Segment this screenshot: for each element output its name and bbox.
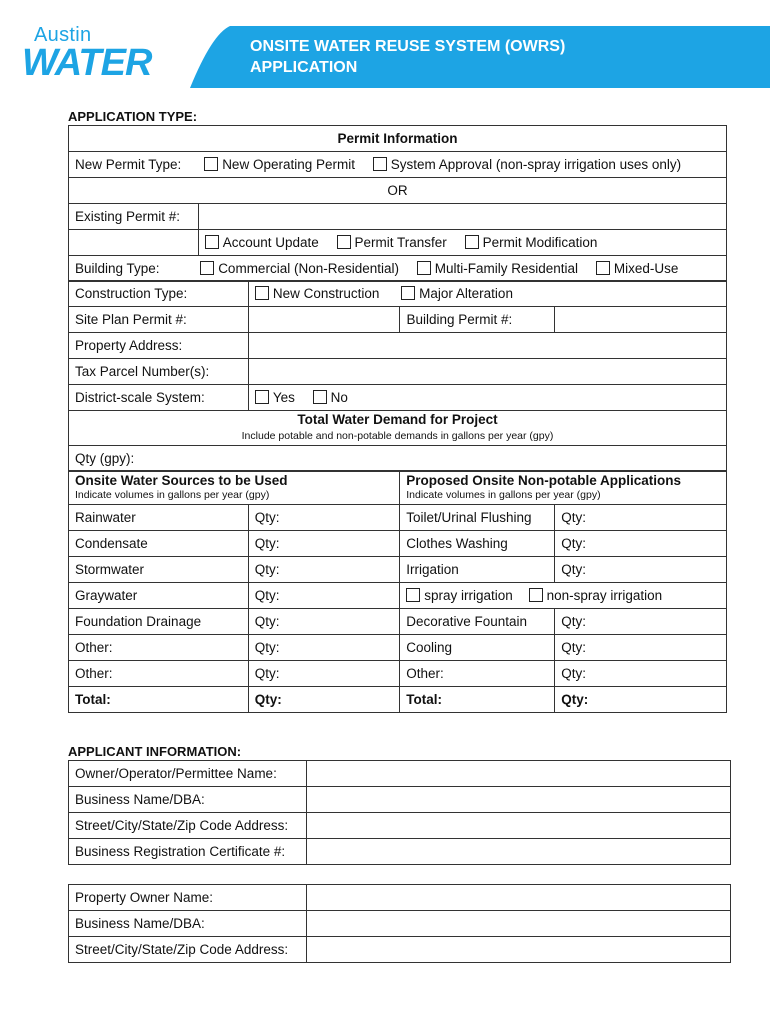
existing-permit-input[interactable] <box>198 204 726 230</box>
applications-total-qty[interactable]: Qty: <box>555 687 727 713</box>
sources-total-qty[interactable]: Qty: <box>248 687 399 713</box>
austin-water-logo <box>22 24 182 86</box>
checkbox[interactable] <box>205 235 219 249</box>
app-qty[interactable]: Qty: <box>555 557 727 583</box>
checkbox[interactable] <box>417 261 431 275</box>
site-info-table <box>68 280 727 471</box>
building-permit-label: Building Permit #: <box>400 307 555 333</box>
street-address-label: Street/City/State/Zip Code Address: <box>69 813 307 839</box>
owner-operator-input[interactable] <box>306 761 730 787</box>
checkbox[interactable] <box>406 588 420 602</box>
major-alteration-label: Major Alteration <box>419 286 513 301</box>
source-rainwater: Rainwater <box>69 505 249 531</box>
street-address-input[interactable] <box>306 813 730 839</box>
new-permit-type-options <box>198 152 726 178</box>
source-foundation-drainage: Foundation Drainage <box>69 609 249 635</box>
system-approval-label: System Approval (non-spray irrigation uses only) <box>390 157 682 172</box>
district-scale-options <box>248 385 726 411</box>
sources-total-label: Total: <box>69 687 249 713</box>
property-owner-input[interactable] <box>306 885 730 911</box>
new-operating-permit-label: New Operating Permit <box>222 157 355 172</box>
source-other: Other: <box>69 661 249 687</box>
tax-parcel-input[interactable] <box>248 359 726 385</box>
title-banner <box>190 26 770 88</box>
system-approval-option[interactable] <box>373 157 681 172</box>
app-qty[interactable]: Qty: <box>555 531 727 557</box>
logo-austin-text: Austin <box>34 24 92 46</box>
no-option[interactable] <box>313 390 348 405</box>
checkbox[interactable] <box>255 390 269 404</box>
business-name-input[interactable] <box>306 911 730 937</box>
applications-total-label: Total: <box>400 687 555 713</box>
construction-type-options <box>248 281 726 307</box>
source-qty[interactable]: Qty: <box>248 505 399 531</box>
business-name-label: Business Name/DBA: <box>69 911 307 937</box>
property-owner-label: Property Owner Name: <box>69 885 307 911</box>
logo-water-text: WATER <box>22 42 152 84</box>
app-qty[interactable]: Qty: <box>555 505 727 531</box>
site-plan-label: Site Plan Permit #: <box>69 307 249 333</box>
multi-family-label: Multi-Family Residential <box>434 261 579 276</box>
new-operating-permit-option[interactable] <box>204 157 355 172</box>
account-update-option[interactable] <box>205 235 319 250</box>
source-other: Other: <box>69 635 249 661</box>
total-demand-heading: Total Water Demand for Project <box>297 412 498 427</box>
form-title-line2: APPLICATION <box>250 59 358 76</box>
irrigation-type-options <box>400 583 727 609</box>
building-type-options <box>198 256 726 282</box>
checkbox[interactable] <box>337 235 351 249</box>
new-construction-option[interactable] <box>255 286 380 301</box>
no-label: No <box>330 390 348 405</box>
checkbox[interactable] <box>313 390 327 404</box>
permit-transfer-label: Permit Transfer <box>354 235 447 250</box>
qty-gpy-field[interactable] <box>69 446 727 471</box>
applications-note: Indicate volumes in gallons per year (gpy) <box>406 489 601 501</box>
district-scale-label: District-scale System: <box>69 385 249 411</box>
app-qty[interactable]: Qty: <box>555 661 727 687</box>
non-spray-irrigation-label: non-spray irrigation <box>546 588 663 603</box>
application-type-title: APPLICATION TYPE: <box>68 109 198 124</box>
building-type-label: Building Type: <box>69 256 199 282</box>
new-permit-type-label: New Permit Type: <box>69 152 199 178</box>
or-divider: OR <box>69 178 727 204</box>
checkbox[interactable] <box>401 286 415 300</box>
qty-gpy-label: Qty (gpy): <box>75 450 135 466</box>
business-reg-label: Business Registration Certificate #: <box>69 839 307 865</box>
owner-operator-label: Owner/Operator/Permittee Name: <box>69 761 307 787</box>
app-cooling: Cooling <box>400 635 555 661</box>
source-qty[interactable]: Qty: <box>248 661 399 687</box>
app-qty[interactable]: Qty: <box>555 609 727 635</box>
form-title-line1: ONSITE WATER REUSE SYSTEM (OWRS) <box>250 38 566 55</box>
checkbox[interactable] <box>373 157 387 171</box>
property-address-input[interactable] <box>248 333 726 359</box>
spray-irrigation-option[interactable] <box>406 588 513 603</box>
applicant-info-title: APPLICANT INFORMATION: <box>68 744 242 759</box>
app-toilet: Toilet/Urinal Flushing <box>400 505 555 531</box>
source-condensate: Condensate <box>69 531 249 557</box>
construction-type-label: Construction Type: <box>69 281 249 307</box>
sources-applications-table <box>68 471 727 713</box>
app-irrigation: Irrigation <box>400 557 555 583</box>
business-name-input[interactable] <box>306 787 730 813</box>
checkbox[interactable] <box>200 261 214 275</box>
account-update-label: Account Update <box>222 235 319 250</box>
mixed-use-label: Mixed-Use <box>613 261 679 276</box>
checkbox[interactable] <box>596 261 610 275</box>
tax-parcel-label: Tax Parcel Number(s): <box>69 359 249 385</box>
property-address-label: Property Address: <box>69 333 249 359</box>
app-other: Other: <box>400 661 555 687</box>
sources-heading: Onsite Water Sources to be Used <box>75 473 288 488</box>
source-qty[interactable]: Qty: <box>248 583 399 609</box>
commercial-option[interactable] <box>200 261 399 276</box>
applicant-table <box>68 760 731 865</box>
source-stormwater: Stormwater <box>69 557 249 583</box>
app-clothes-washing: Clothes Washing <box>400 531 555 557</box>
source-graywater: Graywater <box>69 583 249 609</box>
existing-permit-options <box>198 230 726 256</box>
total-demand-note: Include potable and non-potable demands in gallons per year (gpy) <box>241 430 554 442</box>
multi-family-option[interactable] <box>417 261 578 276</box>
checkbox[interactable] <box>204 157 218 171</box>
site-plan-input[interactable] <box>248 307 400 333</box>
business-reg-input[interactable] <box>306 839 730 865</box>
app-qty[interactable]: Qty: <box>555 635 727 661</box>
permit-transfer-option[interactable] <box>337 235 447 250</box>
existing-permit-label: Existing Permit #: <box>69 204 199 230</box>
checkbox[interactable] <box>255 286 269 300</box>
checkbox[interactable] <box>529 588 543 602</box>
source-qty[interactable]: Qty: <box>248 609 399 635</box>
yes-option[interactable] <box>255 390 295 405</box>
app-decorative-fountain: Decorative Fountain <box>400 609 555 635</box>
street-address-label: Street/City/State/Zip Code Address: <box>69 937 307 963</box>
mixed-use-option[interactable] <box>596 261 679 276</box>
business-name-label: Business Name/DBA: <box>69 787 307 813</box>
street-address-input[interactable] <box>306 937 730 963</box>
new-construction-label: New Construction <box>272 286 380 301</box>
commercial-label: Commercial (Non-Residential) <box>218 261 399 276</box>
non-spray-irrigation-option[interactable] <box>529 588 663 603</box>
source-qty[interactable]: Qty: <box>248 635 399 661</box>
permit-info-heading: Permit Information <box>69 126 727 152</box>
permit-info-table <box>68 125 727 282</box>
building-permit-input[interactable] <box>555 307 727 333</box>
sources-header <box>69 472 400 505</box>
form-title <box>250 36 565 78</box>
source-qty[interactable]: Qty: <box>248 531 399 557</box>
total-demand-header <box>69 411 727 446</box>
sources-note: Indicate volumes in gallons per year (gpy) <box>75 489 270 501</box>
property-owner-table <box>68 884 731 963</box>
source-qty[interactable]: Qty: <box>248 557 399 583</box>
applications-heading: Proposed Onsite Non-potable Applications <box>406 473 682 488</box>
major-alteration-option[interactable] <box>401 286 513 301</box>
existing-permit-spacer <box>69 230 199 256</box>
applications-header <box>400 472 727 505</box>
spray-irrigation-label: spray irrigation <box>424 588 513 603</box>
permit-modification-label: Permit Modification <box>482 235 598 250</box>
permit-modification-option[interactable] <box>465 235 598 250</box>
yes-label: Yes <box>272 390 295 405</box>
checkbox[interactable] <box>465 235 479 249</box>
